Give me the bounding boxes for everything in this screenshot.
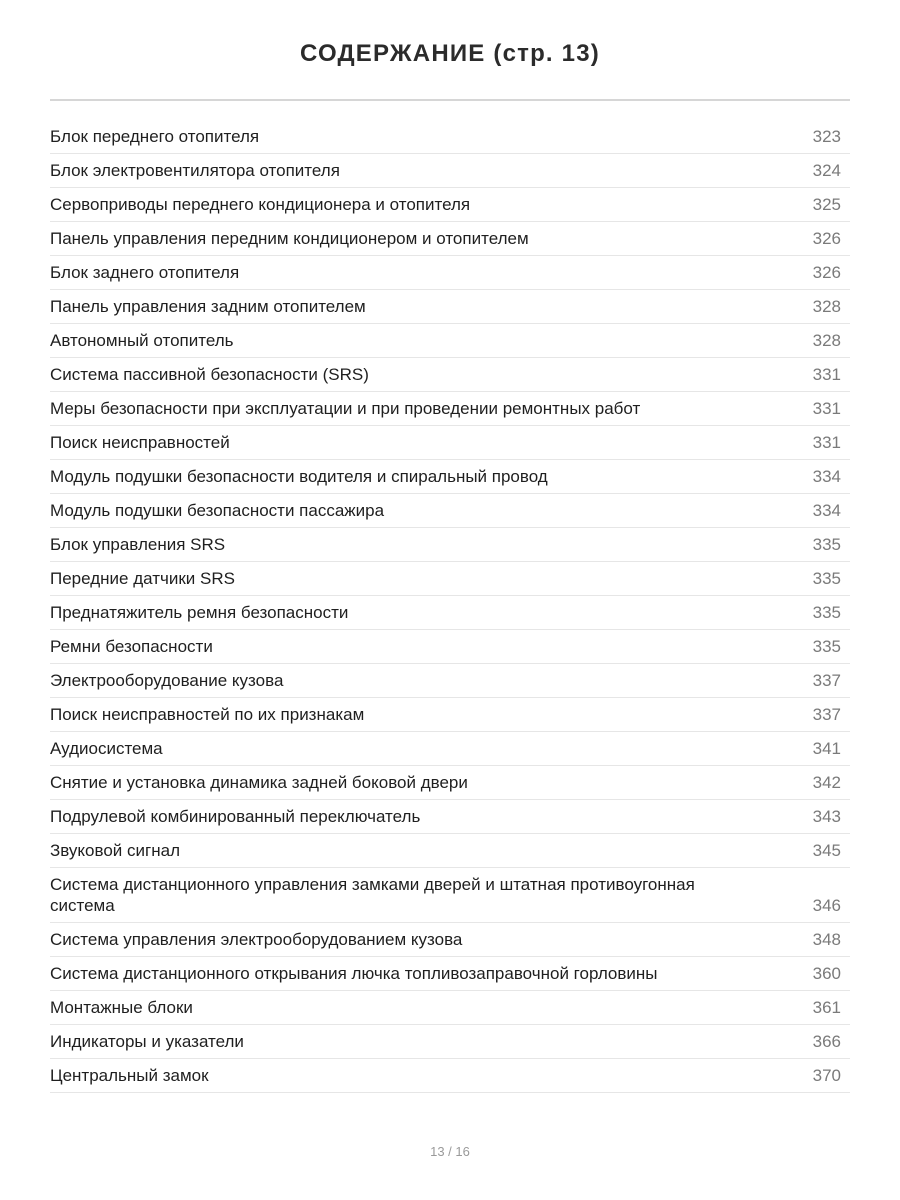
toc-entry[interactable] bbox=[50, 324, 850, 358]
toc-entry-title: Поиск неисправностей bbox=[50, 433, 230, 452]
toc-entry-page-number: 328 bbox=[812, 297, 841, 316]
toc-entry[interactable] bbox=[50, 957, 850, 991]
toc-entry-title: Центральный замок bbox=[50, 1066, 209, 1085]
toc-entry[interactable] bbox=[50, 991, 850, 1025]
toc-entry[interactable] bbox=[50, 120, 850, 154]
toc-entry-title: Снятие и установка динамика задней боковой двери bbox=[50, 773, 468, 792]
toc-entry-title: Система пассивной безопасности (SRS) bbox=[50, 365, 369, 384]
toc-entry-page-number: 326 bbox=[812, 229, 841, 248]
toc-entry[interactable] bbox=[50, 290, 850, 324]
toc-entry-title: Ремни безопасности bbox=[50, 637, 213, 656]
toc-entry-page-number: 370 bbox=[812, 1066, 841, 1085]
toc-entry-title: Индикаторы и указатели bbox=[50, 1032, 244, 1051]
toc-entry-title: Панель управления передним кондиционером и отопителем bbox=[50, 229, 529, 248]
toc-entry[interactable] bbox=[50, 528, 850, 562]
toc-entry[interactable] bbox=[50, 426, 850, 460]
toc-entry[interactable] bbox=[50, 460, 850, 494]
toc-entry-page-number: 341 bbox=[812, 739, 841, 758]
toc-entry-page-number: 361 bbox=[812, 998, 841, 1017]
toc-entry-page-number: 323 bbox=[812, 127, 841, 146]
toc-entry[interactable] bbox=[50, 188, 850, 222]
toc-entry-title: Монтажные блоки bbox=[50, 998, 193, 1017]
toc-entry-title: Блок переднего отопителя bbox=[50, 127, 260, 146]
toc-entry-page-number: 346 bbox=[812, 896, 841, 915]
toc-entry-page-number: 326 bbox=[812, 263, 841, 282]
toc-entry[interactable] bbox=[50, 1059, 850, 1093]
toc-entry-title: Поиск неисправностей по их признакам bbox=[50, 705, 365, 724]
document-page bbox=[50, 0, 850, 1200]
toc-entry-title: Блок заднего отопителя bbox=[50, 263, 240, 282]
toc-entry-page-number: 328 bbox=[812, 331, 841, 350]
toc-entry-page-number: 335 bbox=[812, 637, 841, 656]
toc-entry-page-number: 345 bbox=[812, 841, 841, 860]
toc-entry-title: Модуль подушки безопасности пассажира bbox=[50, 501, 385, 520]
toc-entry[interactable] bbox=[50, 732, 850, 766]
toc-entry-title: Блок управления SRS bbox=[50, 535, 226, 554]
toc-entry-title: Меры безопасности при эксплуатации и при проведении ремонтных работ bbox=[50, 399, 641, 418]
toc-entry[interactable] bbox=[50, 800, 850, 834]
toc-entry-page-number: 331 bbox=[812, 365, 841, 384]
toc-entry-title: Система управления электрооборудованием кузова bbox=[50, 930, 463, 949]
toc-entry-page-number: 331 bbox=[812, 433, 841, 452]
toc-entry-title: Блок электровентилятора отопителя bbox=[50, 161, 340, 180]
toc-entry-page-number: 366 bbox=[812, 1032, 841, 1051]
toc-entry-title: Система дистанционного открывания лючка топливозаправочной горловины bbox=[50, 964, 658, 983]
toc-entry[interactable] bbox=[50, 766, 850, 800]
toc-entry[interactable] bbox=[50, 392, 850, 426]
toc-entry[interactable] bbox=[50, 923, 850, 957]
toc-entry-title: Система дистанционного управления замками дверей и штатная противоугонная система bbox=[50, 875, 695, 915]
toc-entry[interactable] bbox=[50, 630, 850, 664]
toc-entry-title: Преднатяжитель ремня безопасности bbox=[50, 603, 349, 622]
toc-entry[interactable] bbox=[50, 562, 850, 596]
toc-entry[interactable] bbox=[50, 494, 850, 528]
toc-entry[interactable] bbox=[50, 222, 850, 256]
toc-entry-page-number: 335 bbox=[812, 535, 841, 554]
toc-entry[interactable] bbox=[50, 834, 850, 868]
toc-entry[interactable] bbox=[50, 664, 850, 698]
toc-entry-page-number: 342 bbox=[812, 773, 841, 792]
toc-entry-title: Автономный отопитель bbox=[50, 331, 234, 350]
page-indicator: 13 / 16 bbox=[430, 1144, 470, 1159]
page-title: СОДЕРЖАНИЕ (стр. 13) bbox=[300, 40, 600, 67]
toc-entry-page-number: 325 bbox=[812, 195, 841, 214]
toc-entry-title: Подрулевой комбинированный переключатель bbox=[50, 807, 421, 826]
toc-entry-title: Панель управления задним отопителем bbox=[50, 297, 366, 316]
toc-entry-page-number: 343 bbox=[812, 807, 841, 826]
toc-entry-page-number: 335 bbox=[812, 569, 841, 588]
toc-entry[interactable] bbox=[50, 154, 850, 188]
toc-entry-title: Передние датчики SRS bbox=[50, 569, 235, 588]
toc-entry-page-number: 337 bbox=[812, 671, 841, 690]
toc-entry-title: Электрооборудование кузова bbox=[50, 671, 284, 690]
table-of-contents bbox=[50, 120, 850, 1093]
toc-entry-title: Звуковой сигнал bbox=[50, 841, 180, 860]
toc-entry-page-number: 334 bbox=[812, 467, 841, 486]
toc-entry-page-number: 348 bbox=[812, 930, 841, 949]
toc-entry[interactable] bbox=[50, 256, 850, 290]
toc-entry-title: Модуль подушки безопасности водителя и спиральный провод bbox=[50, 467, 548, 486]
toc-entry[interactable] bbox=[50, 868, 850, 923]
toc-entry-title: Сервоприводы переднего кондиционера и отопителя bbox=[50, 195, 471, 214]
toc-entry-title: Аудиосистема bbox=[50, 739, 163, 758]
title-divider bbox=[50, 99, 850, 101]
toc-entry[interactable] bbox=[50, 358, 850, 392]
toc-entry-page-number: 324 bbox=[812, 161, 841, 180]
toc-entry-page-number: 335 bbox=[812, 603, 841, 622]
toc-entry-page-number: 334 bbox=[812, 501, 841, 520]
toc-entry[interactable] bbox=[50, 698, 850, 732]
toc-entry-page-number: 337 bbox=[812, 705, 841, 724]
toc-entry[interactable] bbox=[50, 596, 850, 630]
toc-entry-page-number: 331 bbox=[812, 399, 841, 418]
toc-entry[interactable] bbox=[50, 1025, 850, 1059]
toc-entry-page-number: 360 bbox=[812, 964, 841, 983]
